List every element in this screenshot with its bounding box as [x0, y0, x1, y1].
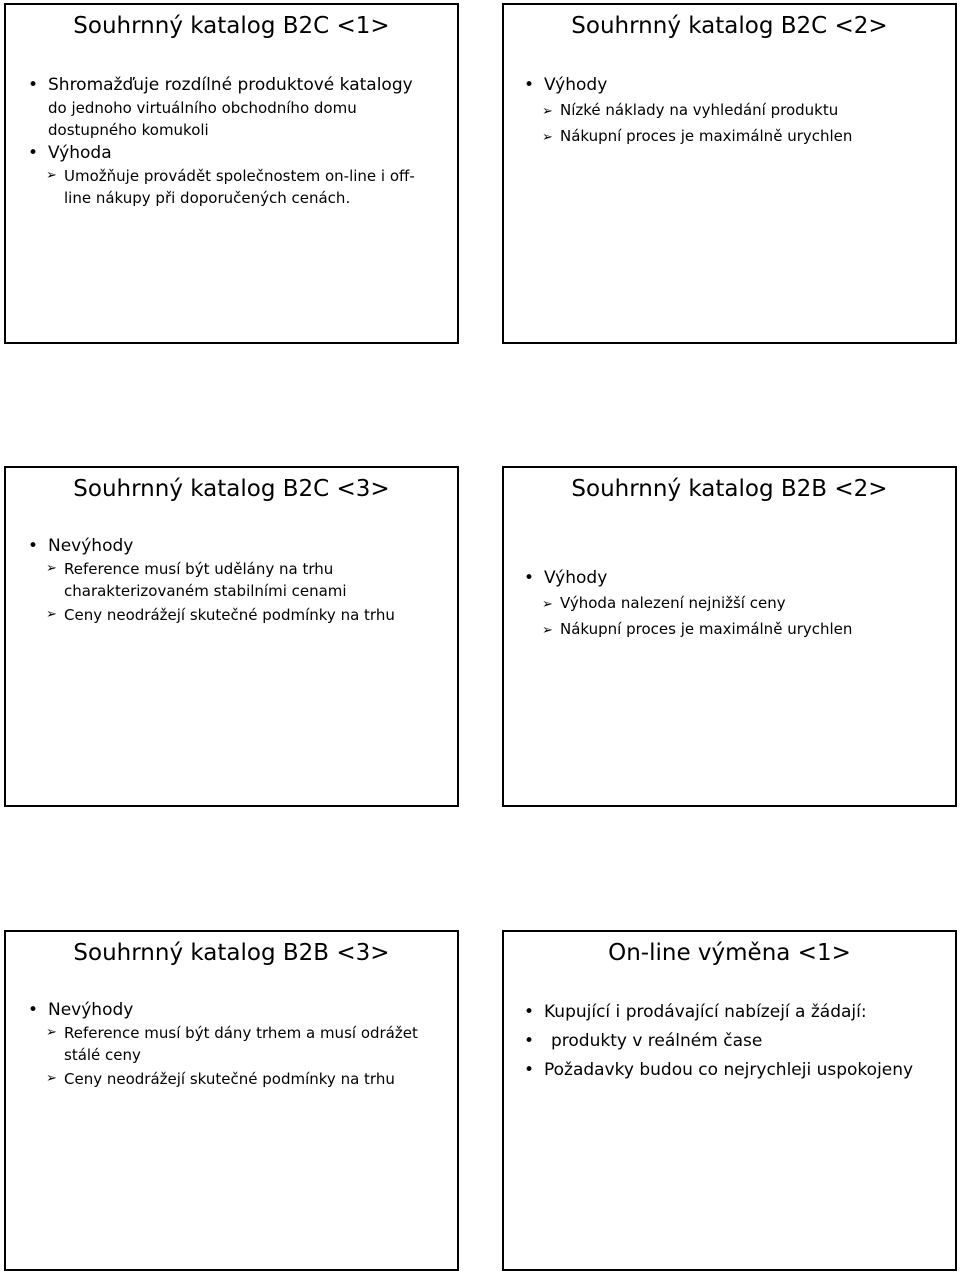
arrow-bullet-icon: ➢	[542, 597, 553, 612]
bullet-item	[28, 73, 447, 141]
arrow-bullet-icon: ➢	[46, 1025, 57, 1040]
arrow-bullet-icon: ➢	[542, 104, 553, 119]
slide-title: Souhrnný katalog B2B <3>	[73, 940, 390, 966]
slide-b2c-3	[4, 466, 459, 807]
sub-bullet-text: line nákupy při doporučených cenách.	[64, 189, 351, 207]
slide-online-exchange-1	[502, 930, 957, 1271]
sub-bullet-text: Reference musí být dány trhem a musí odrážet	[64, 1024, 418, 1042]
sub-bullet-text: Ceny neodrážejí skutečné podmínky na trhu	[64, 1070, 395, 1088]
bullet-text: Shromažďuje rozdílné produktové katalogy	[48, 75, 413, 95]
slide-b2c-2	[502, 3, 957, 344]
sub-bullet-item	[542, 123, 945, 149]
sub-bullet-text: Výhoda nalezení nejnižší ceny	[560, 594, 786, 612]
slide-title: Souhrnný katalog B2C <3>	[73, 476, 390, 502]
bullet-text: Výhody	[544, 75, 608, 95]
bullet-continuation: dostupného komukoli	[48, 121, 209, 139]
bullet-item	[28, 998, 447, 1022]
arrow-bullet-icon: ➢	[542, 623, 553, 638]
sub-bullet-item	[46, 165, 447, 209]
slide-title: Souhrnný katalog B2C <1>	[73, 13, 390, 39]
sub-bullet-text: Reference musí být udělány na trhu	[64, 560, 334, 578]
sub-bullet-item	[46, 558, 447, 602]
sub-bullet-text: Nákupní proces je maximálně urychlen	[560, 127, 853, 145]
sub-bullet-item	[542, 590, 945, 616]
sub-bullet-item	[46, 1022, 447, 1066]
arrow-bullet-icon: ➢	[46, 607, 57, 622]
sub-bullet-text: charakterizovaném stabilními cenami	[64, 582, 347, 600]
slide-title: On-line výměna <1>	[608, 940, 851, 966]
bullet-text: Nevýhody	[48, 536, 134, 556]
slide-body	[524, 566, 945, 642]
bullet-item	[524, 1027, 951, 1056]
sub-bullet-item	[542, 616, 945, 642]
arrow-bullet-icon: ➢	[542, 130, 553, 145]
slide-body	[28, 998, 447, 1090]
slide-body	[28, 534, 447, 626]
sub-bullet-text: Umožňuje provádět společnostem on-line i off-	[64, 167, 415, 185]
sub-bullet-text: Ceny neodrážejí skutečné podmínky na trhu	[64, 606, 395, 624]
slide-body	[524, 998, 951, 1085]
sub-bullet-item	[542, 97, 945, 123]
arrow-bullet-icon: ➢	[46, 561, 57, 576]
slide-body	[524, 73, 945, 149]
arrow-bullet-icon: ➢	[46, 168, 57, 183]
bullet-item	[28, 534, 447, 558]
sub-bullet-text: Nízké náklady na vyhledání produktu	[560, 101, 839, 119]
sub-bullet-text: stálé ceny	[64, 1046, 141, 1064]
bullet-text: produkty v reálném čase	[551, 1031, 763, 1051]
bullet-item	[524, 998, 951, 1027]
sub-bullet-item	[46, 604, 447, 626]
slide-b2b-2	[502, 466, 957, 807]
bullet-continuation: do jednoho virtuálního obchodního domu	[48, 99, 357, 117]
sub-bullet-item	[46, 1068, 447, 1090]
bullet-item	[524, 1056, 951, 1085]
slide-body	[28, 73, 447, 209]
bullet-text: Kupující i prodávající nabízejí a žádají:	[544, 1002, 867, 1022]
bullet-item	[28, 141, 447, 165]
slide-title: Souhrnný katalog B2B <2>	[571, 476, 888, 502]
bullet-item	[524, 566, 945, 590]
bullet-text: Výhody	[544, 568, 608, 588]
bullet-text: Výhoda	[48, 143, 112, 163]
bullet-text: Nevýhody	[48, 1000, 134, 1020]
bullet-item	[524, 73, 945, 97]
arrow-bullet-icon: ➢	[46, 1071, 57, 1086]
slide-b2b-3	[4, 930, 459, 1271]
slide-b2c-1	[4, 3, 459, 344]
bullet-text: Požadavky budou co nejrychleji uspokojeny	[544, 1060, 914, 1080]
sub-bullet-text: Nákupní proces je maximálně urychlen	[560, 620, 853, 638]
slide-title: Souhrnný katalog B2C <2>	[571, 13, 888, 39]
